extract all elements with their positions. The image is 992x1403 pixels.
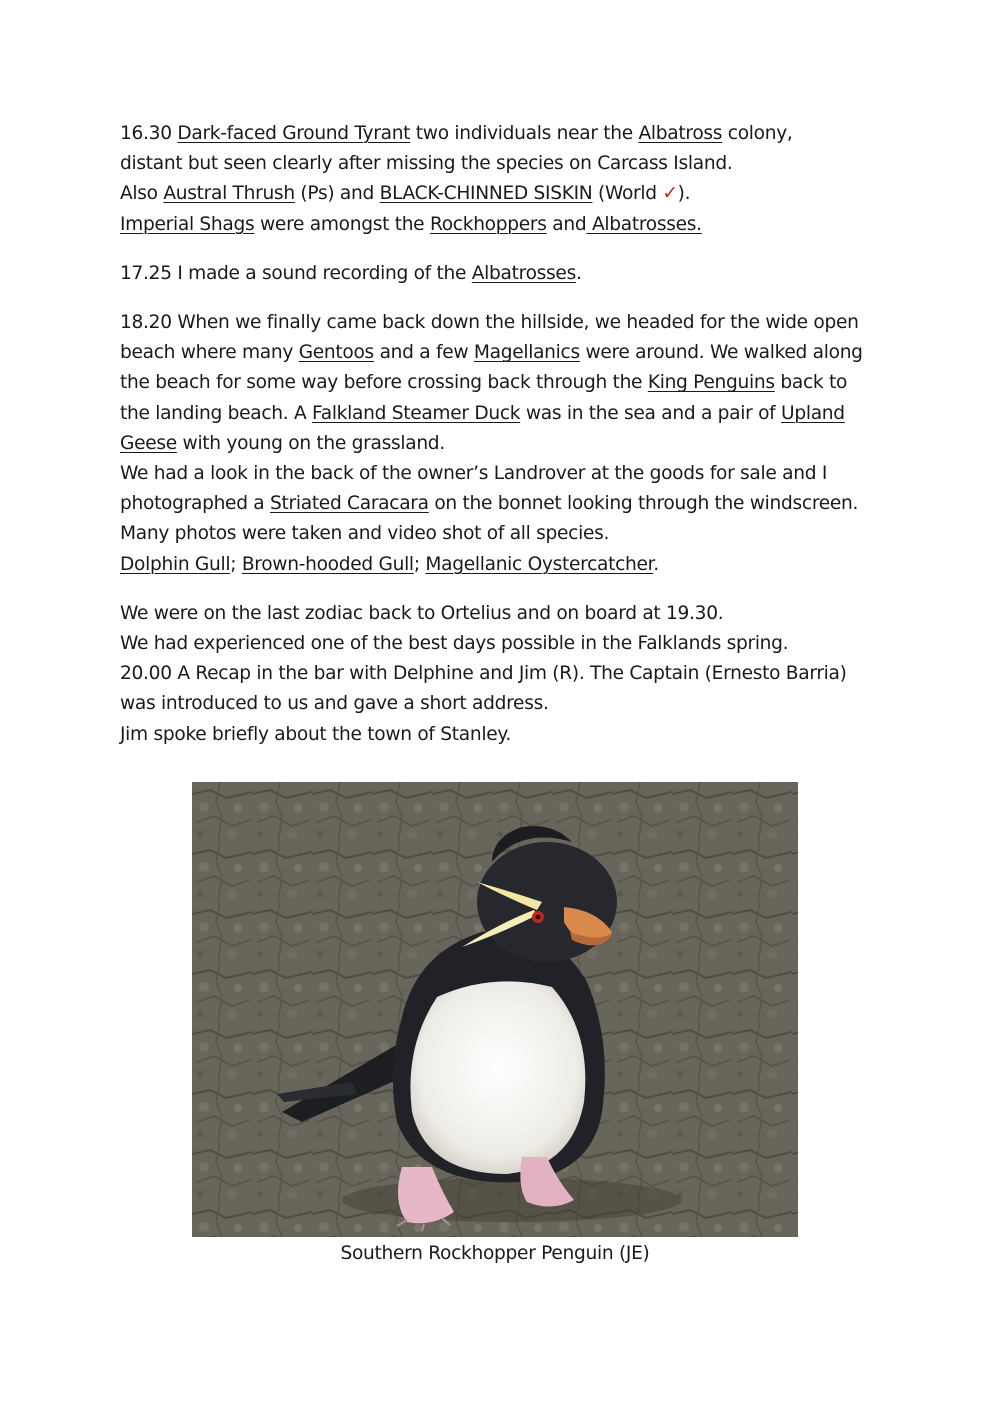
text-line: [120, 689, 920, 719]
text-line: [120, 550, 920, 580]
text-run: .: [575, 262, 582, 284]
species-name: Albatrosses.: [586, 213, 702, 235]
species-name: Brown-hooded Gull: [241, 553, 414, 575]
species-name: Imperial Shags: [120, 213, 255, 235]
paragraph: [120, 599, 920, 750]
text-run: and: [546, 213, 587, 235]
text-run: Many photos were taken and video shot of all species.: [120, 523, 610, 545]
text-run: the landing beach. A: [120, 402, 313, 424]
text-run: 18.20 When we finally came back down the hillside, we headed for the wide open: [120, 312, 859, 334]
text-run: were around. We walked along: [579, 342, 863, 364]
photo-caption: Southern Rockhopper Penguin (JE): [340, 1243, 650, 1264]
text-run: colony,: [722, 123, 793, 144]
text-line: [120, 599, 920, 629]
text-line: [120, 149, 920, 179]
text-line: [120, 629, 920, 659]
text-line: [120, 368, 920, 398]
text-run: was introduced to us and gave a short address.: [120, 693, 549, 715]
species-name: Austral Thrush: [163, 183, 295, 205]
text-line: [120, 179, 920, 209]
text-line: [120, 119, 920, 149]
species-name: Falkland Steamer Duck: [312, 402, 521, 424]
text-run: on the bonnet looking through the windscreen.: [428, 493, 859, 515]
text-run: the beach for some way before crossing back through the: [120, 372, 648, 394]
text-run: with young on the grassland.: [176, 432, 445, 454]
text-run: 16.30: [120, 123, 178, 144]
text-run: We were on the last zodiac back to Ortelius and on board at 19.30.: [120, 602, 724, 624]
text-run: beach where many: [120, 342, 299, 364]
text-run: distant but seen clearly after missing the species on Carcass Island.: [120, 153, 733, 175]
text-run: ;: [413, 553, 426, 575]
text-line: [120, 459, 920, 489]
text-run: (World: [592, 183, 663, 205]
paragraph: [120, 119, 920, 240]
paragraph: [120, 259, 920, 289]
text-run: back to: [774, 372, 848, 394]
species-name: Rockhoppers: [429, 213, 547, 235]
species-name: King Penguins: [647, 372, 775, 394]
text-line: [120, 519, 920, 549]
journal-text: [120, 119, 920, 769]
text-run: 20.00 A Recap in the bar with Delphine and Jim (R). The Captain (Ernesto Barria): [120, 663, 847, 685]
species-name: Striated Caracara: [270, 493, 429, 515]
text-run: We had a look in the back of the owner’s Landrover at the goods for sale and I: [120, 463, 828, 485]
text-line: [120, 259, 920, 289]
text-run: .: [653, 553, 659, 575]
text-run: ;: [230, 553, 242, 575]
species-name: Albatross: [638, 123, 723, 144]
text-run: Jim spoke briefly about the town of Stanley.: [120, 723, 511, 745]
text-run: were amongst the: [254, 213, 430, 235]
text-run: (Ps) and: [294, 183, 380, 205]
text-line: [120, 659, 920, 689]
checkmark-icon: ✓: [662, 183, 678, 205]
paragraph: [120, 308, 920, 580]
species-name: BLACK-CHINNED SISKIN: [379, 183, 593, 205]
text-line: [120, 429, 920, 459]
text-run: two individuals near the: [410, 123, 639, 144]
species-name: Upland: [781, 402, 845, 424]
text-run: 17.25 I made a sound recording of the: [120, 262, 472, 284]
species-name: Dark-faced Ground Tyrant: [177, 123, 411, 144]
text-run: ).: [677, 183, 691, 205]
species-name: Dolphin Gull: [120, 553, 231, 575]
text-line: [120, 489, 920, 519]
penguin-photo: [192, 782, 798, 1237]
species-name: Magellanic Oystercatcher: [425, 553, 654, 575]
species-name: Geese: [120, 432, 177, 454]
text-run: Also: [120, 183, 164, 205]
species-name: Magellanics: [473, 342, 580, 364]
text-run: and a few: [373, 342, 474, 364]
text-line: [120, 308, 920, 338]
text-line: [120, 399, 920, 429]
text-line: [120, 338, 920, 368]
text-run: was in the sea and a pair of: [520, 402, 782, 424]
species-name: Gentoos: [298, 342, 374, 364]
text-run: photographed a: [120, 493, 271, 515]
species-name: Albatrosses: [471, 262, 576, 284]
text-line: [120, 720, 920, 750]
text-run: We had experienced one of the best days possible in the Falklands spring.: [120, 633, 789, 655]
text-line: [120, 210, 920, 240]
